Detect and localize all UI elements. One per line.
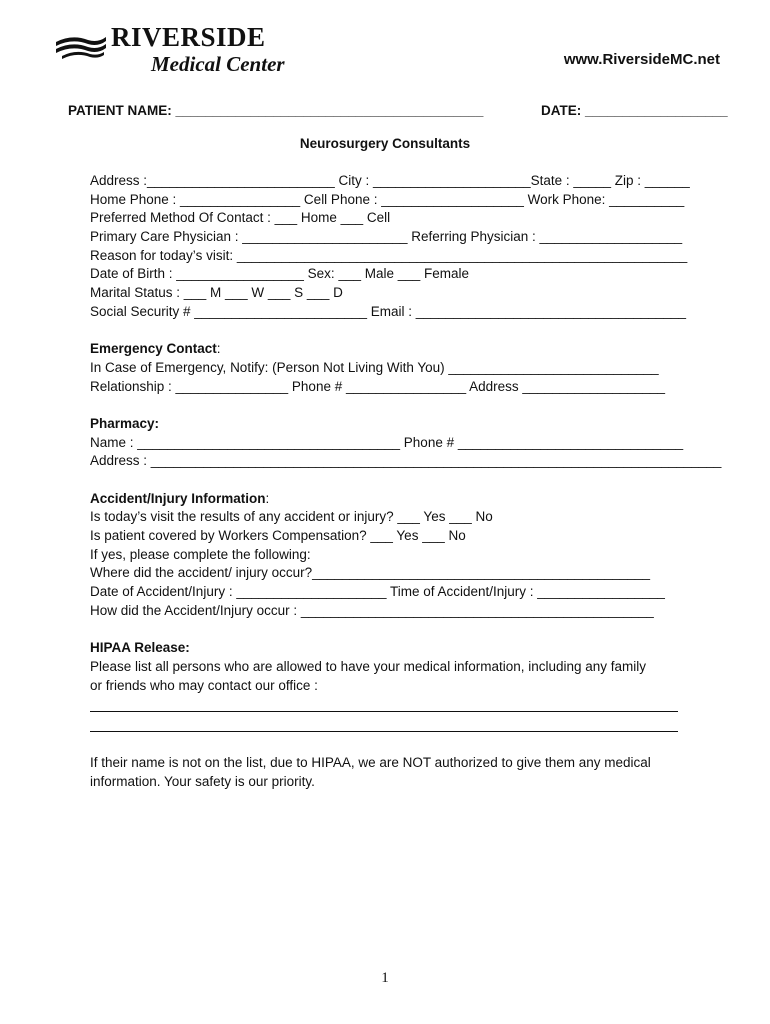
- contact-method-row[interactable]: Preferred Method Of Contact : ___ Home ___ Cell: [90, 210, 391, 226]
- accident-date-time-row[interactable]: Date of Accident/Injury : ____________________ Time of Accident/Injury : _________________: [90, 584, 665, 600]
- pharmacy-name-row[interactable]: Name : ___________________________________ Phone # ______________________________: [90, 434, 684, 450]
- logo-title: RIVERSIDE: [111, 22, 266, 52]
- dob-sex-row[interactable]: Date of Birth : _________________ Sex: ___ Male ___ Female: [90, 266, 470, 282]
- address-row[interactable]: Address :_________________________ City : _____________________State : _____ Zip : ______: [90, 173, 690, 188]
- hipaa-heading: HIPAA Release:: [90, 640, 190, 656]
- website-link[interactable]: www.RiversideMC.net: [563, 51, 720, 68]
- pharmacy-address-row[interactable]: Address : ____________________________________________________________________________: [90, 453, 722, 469]
- wave-emblem-icon: [54, 32, 108, 62]
- emergency-notify-row[interactable]: In Case of Emergency, Notify: (Person Not Living With You) ____________________________: [90, 359, 659, 375]
- accident-instruction: If yes, please complete the following:: [90, 546, 311, 562]
- accident-how-row[interactable]: How did the Accident/Injury occur : _______________________________________________: [90, 602, 654, 618]
- ssn-email-row[interactable]: Social Security # _______________________ Email : ____________________________________: [90, 303, 687, 319]
- hipaa-instruction: Please list all persons who are allowed to have your medical information, including any family: [90, 658, 647, 674]
- emergency-relationship-row[interactable]: Relationship : _______________ Phone # ________________ Address ___________________: [90, 378, 666, 394]
- visit-reason-row[interactable]: Reason for today’s visit: ____________________________________________________________: [90, 247, 688, 263]
- hipaa-notice: If their name is not on the list, due to HIPAA, we are NOT authorized to give them any medical: [90, 754, 651, 770]
- logo-subtitle: Medical Center: [151, 52, 285, 76]
- hipaa-fill-line[interactable]: [90, 695, 678, 712]
- page-number: 1: [381, 970, 389, 986]
- accident-location-row[interactable]: Where did the accident/ injury occur?_____________________________________________: [90, 565, 650, 581]
- phone-row[interactable]: Home Phone : ________________ Cell Phone : ___________________ Work Phone: __________: [90, 191, 685, 207]
- hipaa-instruction-cont: or friends who may contact our office :: [90, 677, 318, 693]
- marital-status-row[interactable]: Marital Status : ___ M ___ W ___ S ___ D: [90, 285, 343, 301]
- hipaa-notice-cont: information. Your safety is our priority.: [90, 773, 315, 789]
- date-field[interactable]: DATE: ___________________: [541, 103, 728, 118]
- riverside-logo: [54, 22, 314, 78]
- hipaa-fill-line[interactable]: [90, 715, 678, 732]
- form-title: Neurosurgery Consultants: [299, 136, 471, 151]
- intake-form: [90, 172, 722, 791]
- emergency-heading: Emergency Contact:: [90, 341, 221, 357]
- patient-name-field[interactable]: PATIENT NAME: _________________________________________: [68, 103, 484, 118]
- accident-question-row[interactable]: Is today’s visit the results of any accident or injury? ___ Yes ___ No: [90, 509, 493, 525]
- physician-row[interactable]: Primary Care Physician : ______________________ Referring Physician : ___________________: [90, 229, 683, 245]
- pharmacy-heading: Pharmacy:: [90, 415, 160, 431]
- accident-heading: Accident/Injury Information:: [90, 490, 270, 506]
- workers-comp-row[interactable]: Is patient covered by Workers Compensation? ___ Yes ___ No: [90, 528, 466, 544]
